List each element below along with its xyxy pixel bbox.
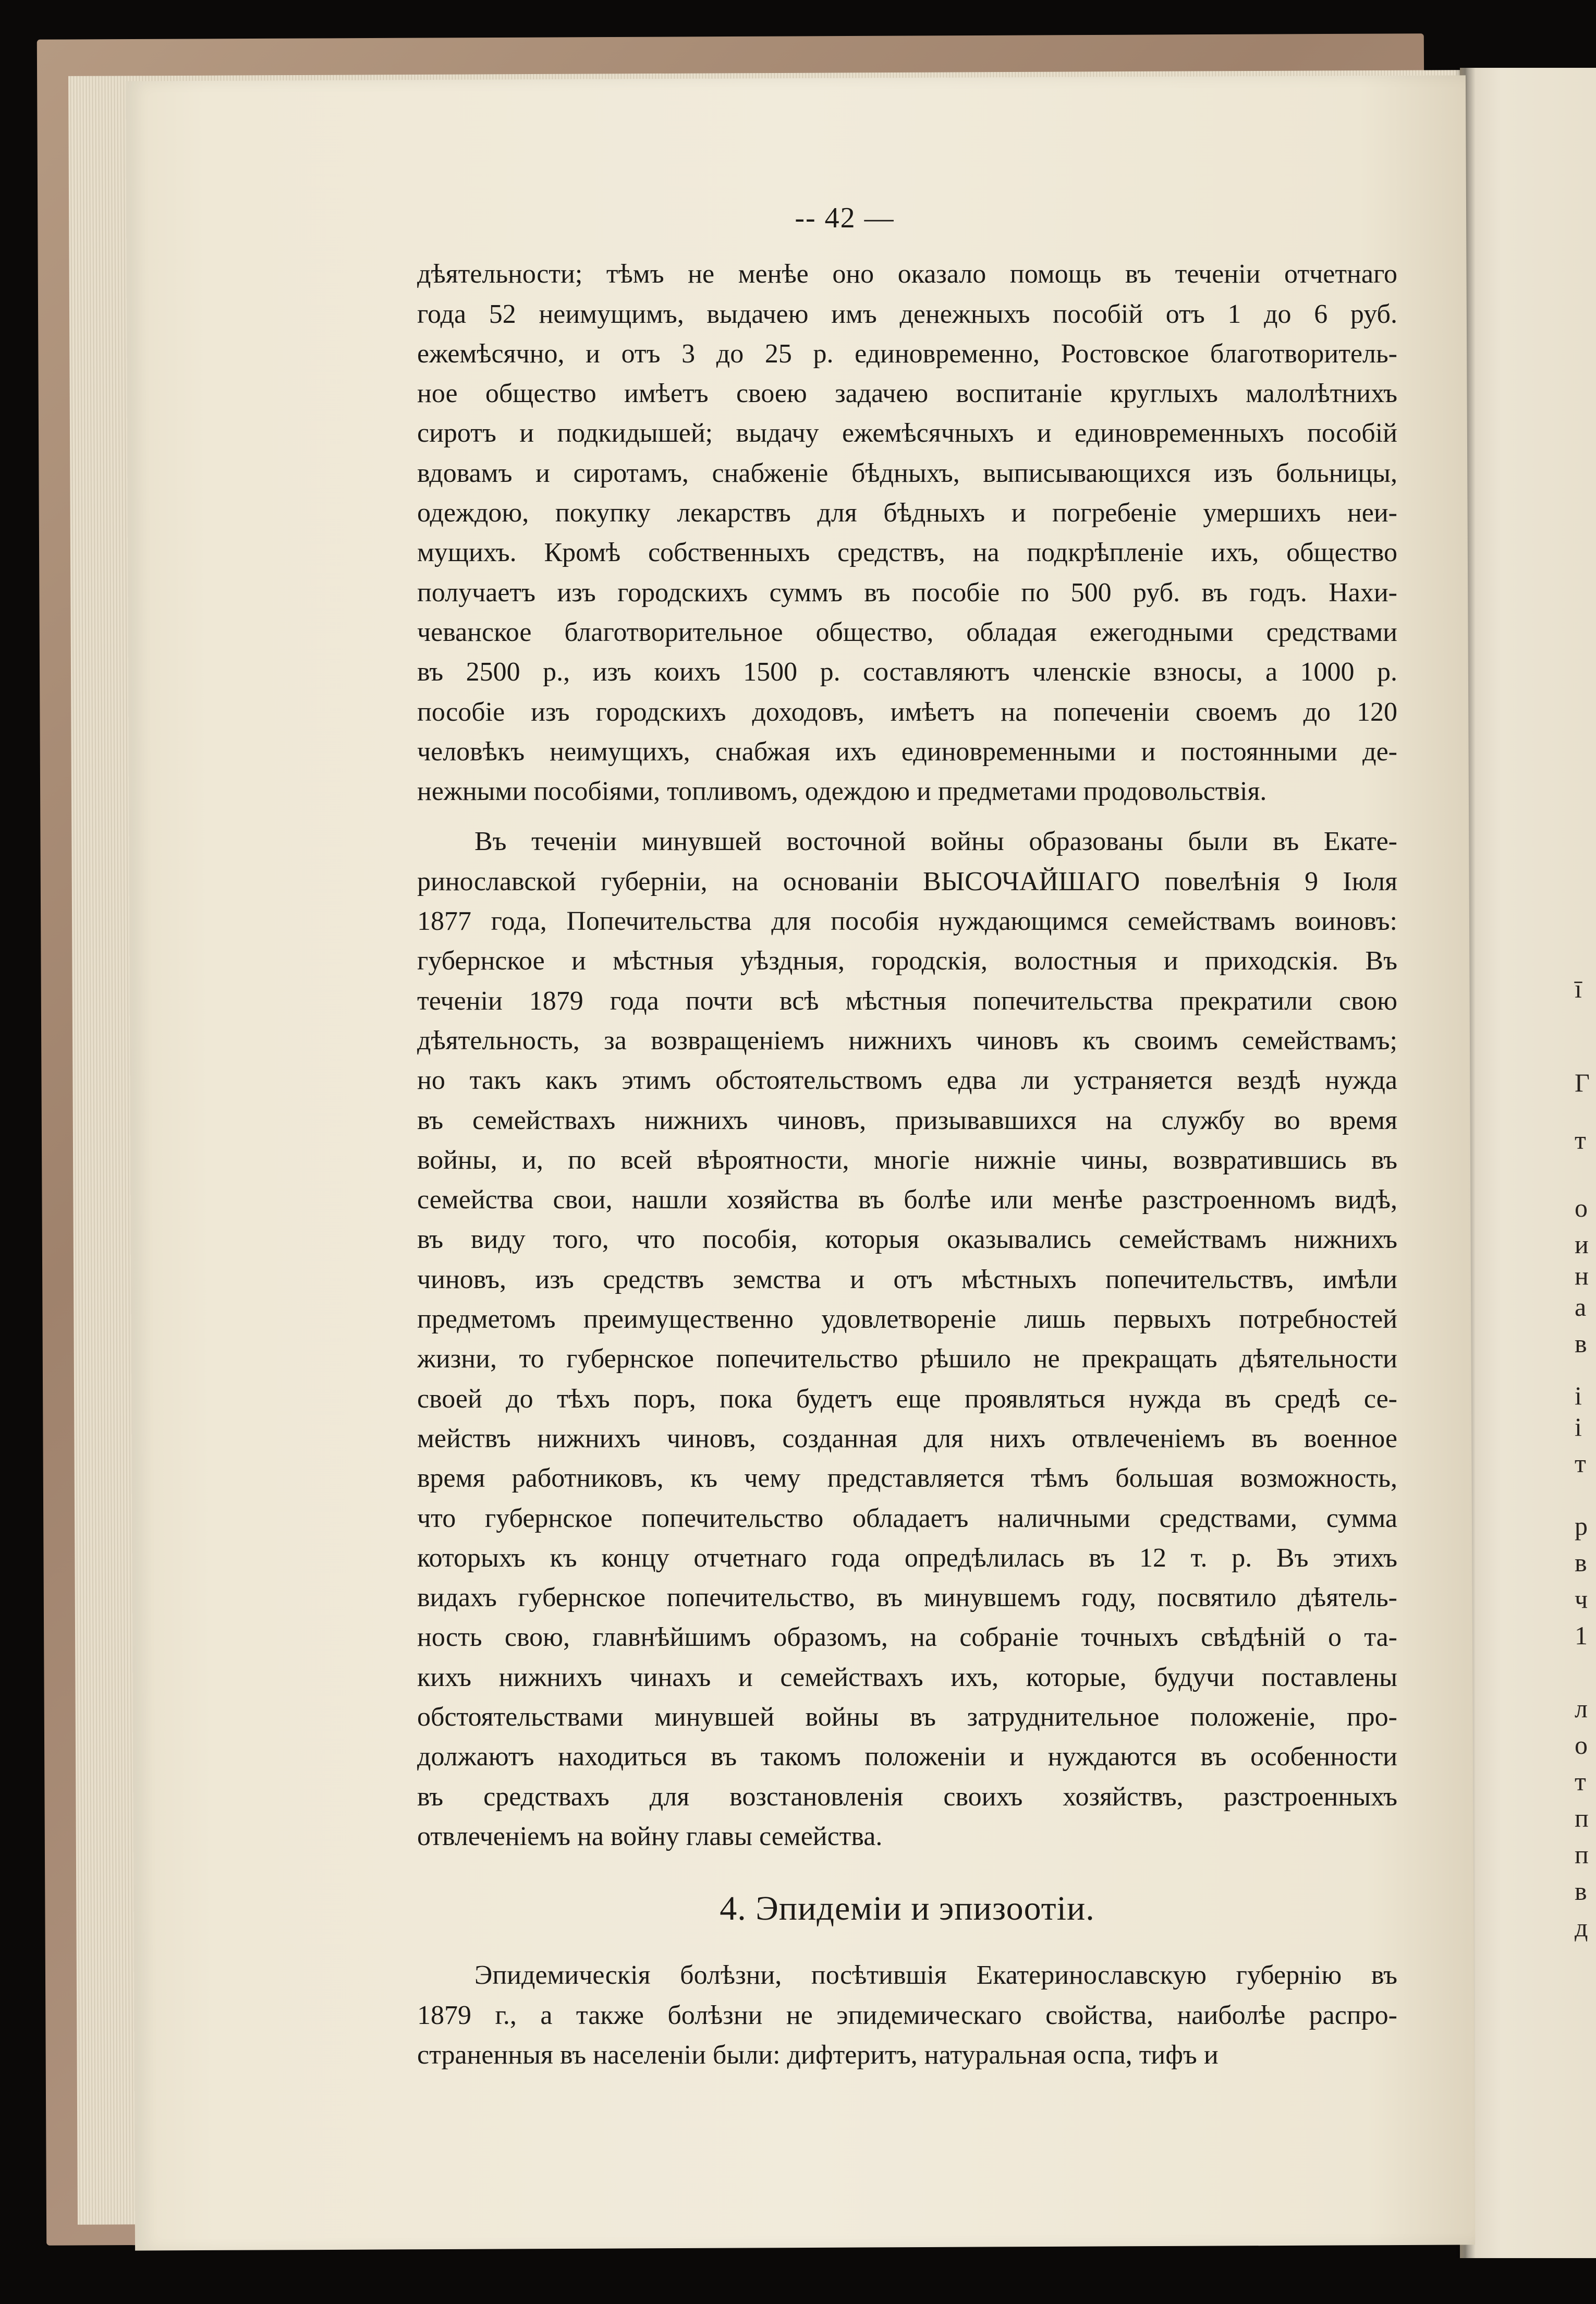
facing-page-fragment: н	[1575, 1261, 1589, 1290]
text-line: ность свою, главнѣйшимъ образомъ, на собраніе точныхъ свѣдѣній о та-	[417, 1622, 1397, 1653]
text-line: страненныя въ населеніи были: дифтеритъ, натуральная оспа, тифъ и	[417, 2040, 1219, 2070]
paragraph-war-trusteeships	[417, 822, 1397, 1857]
text-line: Эпидемическія болѣзни, посѣтившія Екатеринославскую губернію въ	[474, 1960, 1397, 1991]
text-line: ное общество имѣетъ своею задачею воспитаніе круглыхъ малолѣтнихъ	[417, 379, 1397, 409]
text-line: время работниковъ, къ чему представляется тѣмъ большая возможность,	[417, 1463, 1397, 1494]
facing-page-fragment: р	[1575, 1511, 1588, 1541]
text-line: которыхъ къ концу отчетнаго года опредѣлилась въ 12 т. р. Въ этихъ	[417, 1543, 1397, 1573]
facing-page-fragment: о	[1575, 1730, 1588, 1760]
text-line: предметомъ преимущественно удовлетвореніе лишь первыхъ потребностей	[417, 1304, 1397, 1335]
text-line: семейства свои, нашли хозяйства въ болѣе или менѣе разстроенномъ видѣ,	[417, 1185, 1397, 1215]
facing-page-fragment: ч	[1575, 1584, 1588, 1614]
facing-page-fragment: т	[1575, 1767, 1586, 1796]
text-line: дѣятельность, за возвращеніемъ нижнихъ чиновъ къ своимъ семействамъ;	[417, 1025, 1397, 1056]
text-line: въ виду того, что пособія, которыя оказывались семействамъ нижнихъ	[417, 1224, 1397, 1255]
text-line: пособіе изъ городскихъ доходовъ, имѣетъ на попеченіи своемъ до 120	[417, 697, 1397, 727]
text-line: Въ теченіи минувшей восточной войны образованы были въ Екате-	[474, 827, 1397, 857]
facing-page-fragment: п	[1575, 1840, 1589, 1869]
text-line: жизни, то губернское попечительство рѣшило не прекращать дѣятельности	[417, 1344, 1397, 1374]
text-line: вдовамъ и сиротамъ, снабженіе бѣдныхъ, выписывающихся изъ больницы,	[417, 458, 1397, 488]
paragraph-epidemics	[417, 1956, 1397, 2075]
text-line: мущихъ. Кромѣ собственныхъ средствъ, на подкрѣпленіе ихъ, общество	[417, 538, 1397, 568]
text-line: отвлеченіемъ на войну главы семейства.	[417, 1821, 883, 1851]
text-line: въ средствахъ для возстановленія своихъ хозяйствъ, разстроенныхъ	[417, 1781, 1397, 1812]
facing-page-fragment: т	[1575, 1125, 1586, 1155]
text-line: но такъ какъ этимъ обстоятельствомъ едва ли устраняется вездѣ нужда	[417, 1065, 1397, 1096]
text-line: ринославской губерніи, на основаніи ВЫСОЧАЙШАГО повелѣнія 9 Іюля	[417, 866, 1397, 896]
facing-page-fragment: і	[1575, 1412, 1582, 1441]
text-line: своей до тѣхъ поръ, пока будетъ еще проявляться нужда въ средѣ се-	[417, 1384, 1397, 1414]
text-line: ежемѣсячно, и отъ 3 до 25 р. единовременно, Ростовское благотворитель-	[417, 338, 1397, 369]
text-line: губернское и мѣстныя уѣздныя, городскія, волостныя и приходскія. Въ	[417, 946, 1397, 976]
text-line: чеванское благотворительное общество, обладая ежегодными средствами	[417, 617, 1397, 647]
facing-page-fragment: д	[1575, 1913, 1588, 1942]
facing-page-fragment: о	[1575, 1193, 1588, 1222]
page-number: -- 42 —	[795, 202, 895, 234]
page-content	[417, 198, 1397, 2075]
facing-page-fragment: Г	[1575, 1068, 1590, 1097]
facing-page-fragment: л	[1575, 1694, 1588, 1723]
facing-page-fragment: 1	[1575, 1621, 1588, 1650]
text-line: получаетъ изъ городскихъ суммъ въ пособіе по 500 руб. въ годъ. Нахи-	[417, 577, 1397, 608]
text-line: 1879 г., а также болѣзни не эпидемическаго свойства, наиболѣе распро-	[417, 2000, 1397, 2030]
text-line: въ 2500 р., изъ коихъ 1500 р. составляютъ членскіе взносы, а 1000 р.	[417, 657, 1397, 687]
text-line: видахъ губернское попечительство, въ минувшемъ году, посвятило дѣятель-	[417, 1583, 1397, 1613]
text-line: 1877 года, Попечительства для пособія нуждающимся семействамъ воиновъ:	[417, 906, 1397, 937]
paragraph-charity-societies	[417, 254, 1397, 811]
text-line: мействъ нижнихъ чиновъ, созданная для нихъ отвлеченіемъ въ военное	[417, 1423, 1397, 1453]
text-line: сиротъ и подкидышей; выдачу ежемѣсячныхъ и единовременныхъ пособій	[417, 418, 1397, 448]
text-line: кихъ нижнихъ чинахъ и семействахъ ихъ, которые, будучи поставлены	[417, 1662, 1397, 1692]
facing-page-fragment: т	[1575, 1449, 1586, 1478]
text-line: года 52 неимущимъ, выдачею имъ денежныхъ пособій отъ 1 до 6 руб.	[417, 299, 1397, 329]
facing-page-fragment: и	[1575, 1230, 1589, 1259]
text-line: чиновъ, изъ средствъ земства и отъ мѣстныхъ попечительствъ, имѣли	[417, 1264, 1397, 1294]
text-line: дѣятельности; тѣмъ не менѣе оно оказало помощь въ теченіи отчетнаго	[417, 259, 1397, 289]
facing-page-fragment: а	[1575, 1292, 1587, 1321]
text-line: теченіи 1879 года почти всѣ мѣстныя попечительства прекратили свою	[417, 986, 1397, 1016]
text-line: должаютъ находиться въ такомъ положеніи и нуждаются въ особенности	[417, 1742, 1397, 1772]
facing-page-fragment: і	[1575, 1381, 1582, 1410]
facing-page-fragment: п	[1575, 1803, 1589, 1833]
text-line: нежными пособіями, топливомъ, одеждою и предметами продовольствія.	[417, 777, 1267, 807]
section-heading: 4. Эпидеміи и эпизоотіи.	[720, 1889, 1095, 1928]
facing-page-fragment: в	[1575, 1329, 1587, 1358]
facing-page-fragment: в	[1575, 1548, 1587, 1577]
text-line: одеждою, покупку лекарствъ для бѣдныхъ и погребеніе умершихъ неи-	[417, 498, 1397, 528]
facing-page-fragment: в	[1575, 1876, 1587, 1906]
text-line: войны, и, по всей вѣроятности, многіе нижніе чины, возвратившись въ	[417, 1145, 1397, 1175]
text-line: въ семействахъ нижнихъ чиновъ, призывавшихся на службу во время	[417, 1105, 1397, 1135]
facing-page-fragment: ī	[1575, 974, 1582, 1003]
text-line: человѣкъ неимущихъ, снабжая ихъ единовременными и постоянными де-	[417, 736, 1397, 767]
text-line: что губернское попечительство обладаетъ наличными средствами, сумма	[417, 1503, 1397, 1533]
text-line: обстоятельствами минувшей войны въ затруднительное положеніе, про-	[417, 1702, 1397, 1732]
